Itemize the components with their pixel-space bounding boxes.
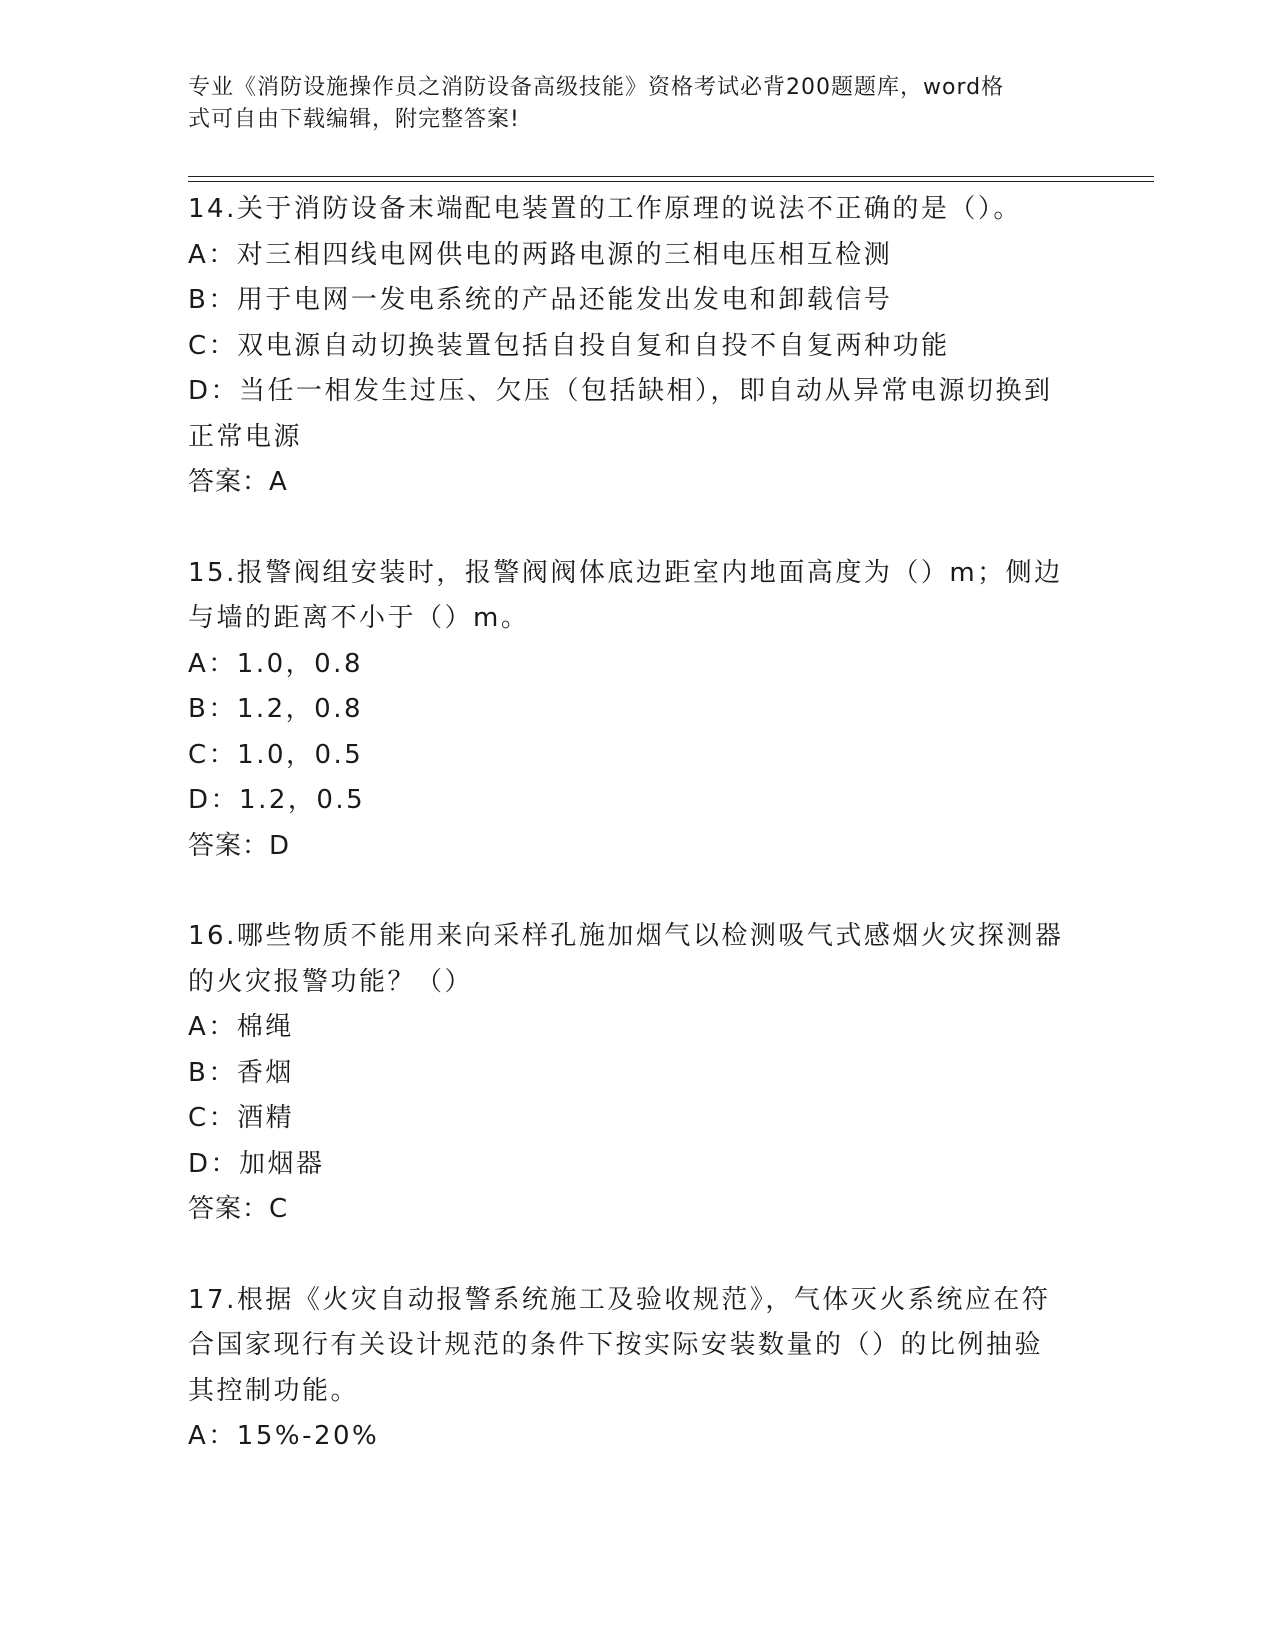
option-line: B：1.2，0.8 xyxy=(188,694,364,724)
document-header xyxy=(188,72,1068,136)
option-line: 正常电源 xyxy=(188,421,303,452)
option-c xyxy=(188,733,1088,779)
option-line: C：双电源自动切换装置包括自投自复和自投不自复两种功能 xyxy=(188,330,950,361)
question-14 xyxy=(188,187,1088,506)
question-stem xyxy=(188,551,1088,642)
stem-line: 的火灾报警功能？（） xyxy=(188,966,474,997)
option-a xyxy=(188,1414,1088,1460)
stem-line: 其控制功能。 xyxy=(188,1375,360,1406)
header-line-2: 式可自由下载编辑，附完整答案! xyxy=(188,107,520,132)
option-line: D：1.2，0.5 xyxy=(188,785,366,815)
option-line: D：加烟器 xyxy=(188,1148,325,1179)
option-b xyxy=(188,278,1088,324)
stem-line: 16.哪些物质不能用来向采样孔施加烟气以检测吸气式感烟火灾探测器 xyxy=(188,921,1064,951)
option-a xyxy=(188,1005,1088,1051)
stem-line: 14.关于消防设备末端配电装置的工作原理的说法不正确的是（）。 xyxy=(188,194,1022,224)
answer: 答案：C xyxy=(188,1194,289,1224)
stem-line: 15.报警阀组安装时，报警阀阀体底边距室内地面高度为（）m；侧边 xyxy=(188,557,1063,588)
header-line-1: 专业《消防设施操作员之消防设备高级技能》资格考试必背200题题库，word格 xyxy=(188,75,1005,100)
stem-line: 与墙的距离不小于（）m。 xyxy=(188,603,530,633)
option-a xyxy=(188,642,1088,688)
option-line: A：对三相四线电网供电的两路电源的三相电压相互检测 xyxy=(188,239,893,270)
header-rule-top xyxy=(188,176,1154,177)
option-d xyxy=(188,369,1088,460)
stem-line: 17.根据《火灾自动报警系统施工及验收规范》，气体灭火系统应在符 xyxy=(188,1284,1051,1315)
question-16 xyxy=(188,914,1088,1233)
option-line: D：当任一相发生过压、欠压（包括缺相），即自动从异常电源切换到 xyxy=(188,376,1053,406)
option-d xyxy=(188,778,1088,824)
question-list xyxy=(188,187,1088,1460)
option-line: C：1.0，0.5 xyxy=(188,739,364,770)
option-line: A：1.0，0.8 xyxy=(188,648,363,679)
header-rule-bottom xyxy=(188,181,1154,182)
option-a xyxy=(188,233,1088,279)
option-b xyxy=(188,1051,1088,1097)
question-stem xyxy=(188,914,1088,1005)
option-line: A：15%-20% xyxy=(188,1421,380,1451)
option-line: B：用于电网一发电系统的产品还能发出发电和卸载信号 xyxy=(188,285,893,315)
option-line: A：棉绳 xyxy=(188,1012,294,1042)
option-line: B：香烟 xyxy=(188,1057,294,1088)
question-17 xyxy=(188,1278,1088,1460)
question-stem xyxy=(188,1278,1088,1415)
stem-line: 合国家现行有关设计规范的条件下按实际安装数量的（）的比例抽验 xyxy=(188,1330,1044,1360)
option-c xyxy=(188,1096,1088,1142)
option-line: C：酒精 xyxy=(188,1103,295,1133)
answer: 答案：D xyxy=(188,830,291,861)
question-stem xyxy=(188,187,1088,233)
answer: 答案：A xyxy=(188,467,288,497)
option-d xyxy=(188,1142,1088,1188)
option-c xyxy=(188,324,1088,370)
question-15 xyxy=(188,551,1088,870)
option-b xyxy=(188,687,1088,733)
